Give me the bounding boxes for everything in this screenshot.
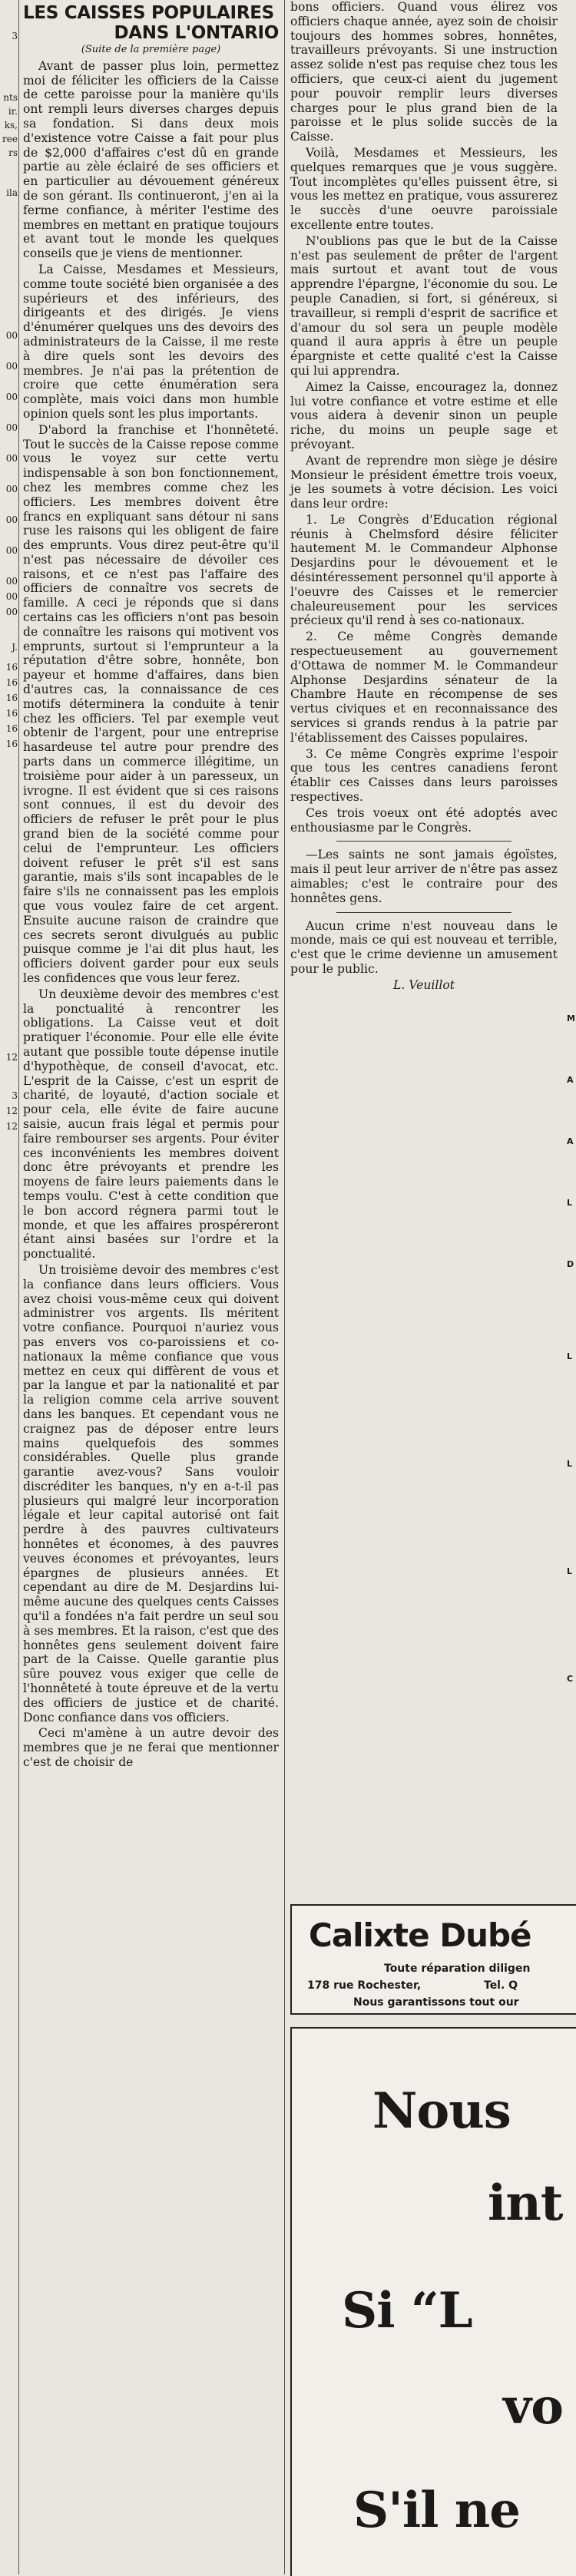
ad-big-line: vo (503, 2378, 563, 2435)
margin-fragment: 00 (5, 392, 18, 402)
margin-fragment: 00 (5, 361, 18, 372)
margin-fragment: 00 (5, 453, 18, 464)
ad-big-line: S'il ne (353, 2482, 520, 2539)
margin-fragment: A (567, 1136, 574, 1146)
ad-big-line: int (488, 2174, 563, 2232)
left-column-fragment (0, 0, 19, 2574)
margin-fragment: 3 (12, 1090, 18, 1101)
paragraph: bons officiers. Quand vous élirez vos officiers chaque année, ayez soin de choisir toujours des hommes sobres, honnêtes, travailleurs prévoyants. Si une instruction assez solide n'est pas requise chez tous les officiers, que ceux-ci aient du jugement pour pouvoir remplir leurs diverses charges pour le plus grand bien de la paroisse et le plus solide succès de la Caisse. (290, 0, 558, 144)
margin-fragment: D (567, 1259, 574, 1269)
article-column-2 (290, 0, 558, 993)
margin-fragment: ks, (4, 120, 18, 131)
column-rule (284, 0, 285, 2574)
paragraph: 3. Ce même Congrès exprime l'espoir que tous les centres canadiens feront établir ces Caisses dans leurs paroisses respectives. (290, 746, 558, 805)
quote: Aucun crime n'est nouveau dans le monde, mais ce qui est nouveau et terrible, c'est que le crime devienne un amusement pour le public. (290, 918, 558, 976)
ad-line: Tel. Q (484, 1979, 518, 1992)
paragraph: Un troisième devoir des membres c'est la confiance dans leurs officiers. Vous avez choisi vous-même ceux qui doivent administrer vos argents. Ils méritent votre confiance. Pourquoi n'auriez vous pas envers vos co-paroissiens et co-nationaux la même confiance que vous mettez en ceux qui diffèrent de vous et par la langue et par la nationalité et par la religion comme cela arrive souvent dans les banques. Et cependant vous ne craignez pas de déposer entre leurs mains quelquefois des sommes considérables. Quelle plus grande garantie avez-vous? Sans vouloir discréditer les banques, n'y en a-t-il pas plusieurs qui malgré leur incorporation légale et leur capital autorisé ont fait perdre à des pauvres cultivateurs honnêtes et économes, à des pauvres veuves économes et prévoyantes, leurs épargnes de plusieurs années. Et cependant au dire de M. Desjardins lui-même aucune des quelques cents Caisses qu'il a fondées n'a fait perdre un seul sou à ses membres. Et la raison, c'est que des honnêtes gens seulement doivent faire part de la Caisse. Quelle garantie plus sûre pouvez vous exiger que celle de l'honnêteté à toute épreuve et de la vertu des officiers de justice et de charité. Donc confiance dans vos officiers. (23, 1262, 279, 1724)
margin-fragment: 00 (5, 514, 18, 525)
separator (336, 912, 511, 913)
margin-fragment: 00 (5, 576, 18, 587)
margin-fragment: 00 (5, 422, 18, 433)
paragraph: 1. Le Congrès d'Education régional réunis à Chelmsford désire féliciter hautement M. le Commandeur Alphonse Desjardins pour le dévouement et le désintéressement personnel qu'il apporte à l'oeuvre des Caisses et le remercier chaleureusement pour les services précieux qu'il rend à ses co-nationaux. (290, 512, 558, 628)
paragraph: Ces trois voeux ont été adoptés avec enthousiasme par le Congrès. (290, 805, 558, 835)
margin-fragment: M (567, 1014, 575, 1023)
right-column-fragment (567, 0, 576, 2574)
paragraph: La Caisse, Mesdames et Messieurs, comme toute société bien organisée a des supérieurs et des inférieurs, des dirigeants et des dirigés. Je viens d'énumérer quelques uns des devoirs des administrateurs de la Caisse, il me reste à dire quels sont les devoirs des membres. Je n'ai pas la prétention de croire que cette énumération sera complète, mais voici dans mon humble opinion quels sont les plus importants. (23, 262, 279, 421)
margin-fragment: 3 (12, 31, 18, 41)
margin-fragment: A (567, 1075, 574, 1085)
margin-fragment: 16 (5, 693, 18, 703)
advertisement-calixte-dube (290, 1904, 576, 2015)
article-column-1 (23, 0, 279, 1770)
margin-fragment: 00 (5, 545, 18, 556)
ad-line: Nous garantissons tout our (353, 1996, 519, 2009)
headline-line-1: LES CAISSES POPULAIRES (23, 3, 274, 23)
margin-fragment: 00 (5, 607, 18, 617)
margin-fragment: 16 (5, 708, 18, 719)
paragraph: Avant de passer plus loin, permettez moi de féliciter les officiers de la Caisse de cette paroisse pour la manière qu'ils ont rempli leurs diverses charges depuis sa fondation. Si dans deux mois d'existence votre Caisse a fait pour plus de $2,000 d'affaires c'est dû en grande partie au zèle éclairé de ses officiers et en particulier au dévouement généreux de son gérant. Ils continueront, j'en ai la ferme confiance, à mériter l'estime des membres en mettant en pratique toujours et avant tout le monde les quelques conseils que je viens de mentionner. (23, 58, 279, 261)
margin-fragment: 12 (5, 1106, 18, 1116)
paragraph: 2. Ce même Congrès demande respectueusement au gouvernement d'Ottawa de nommer M. le Commandeur Alphonse Desjardins sénateur de la Chambre Haute en récompense de ses vertus civiques et en reconnaissance des services si grands rendus à la patrie par l'établissement des Caisses populaires. (290, 630, 558, 745)
margin-fragment: ir. (8, 106, 18, 117)
quote: —Les saints ne sont jamais égoïstes, mais il peut leur arriver de n'être pas assez aimables; c'est le contraire pour des honnêtes gens. (290, 848, 558, 905)
ad-big-line: Nous (372, 2082, 511, 2140)
margin-fragment: 12 (5, 1121, 18, 1132)
margin-fragment: 16 (5, 739, 18, 749)
margin-fragment: L (567, 1566, 573, 1576)
margin-fragment: L (567, 1351, 573, 1361)
margin-fragment: 16 (5, 662, 18, 673)
margin-fragment: J. (12, 642, 18, 653)
ad-line: Toute réparation diligen (384, 1963, 531, 1975)
margin-fragment: ila (6, 187, 18, 198)
paragraph: Voilà, Mesdames et Messieurs, les quelques remarques que je vous suggère. Tout incomplètes qu'elles puissent être, si vous les mettez en pratique, vous assurerez le succès d'une oeuvre paroissiale excellente entre toutes. (290, 145, 558, 232)
headline-line-2: DANS L'ONTARIO (114, 23, 279, 43)
margin-fragment: L (567, 1198, 573, 1208)
margin-fragment: nts (3, 92, 18, 103)
ad-big-line: Si “L (342, 2282, 472, 2340)
continuation-note: (Suite de la première page) (81, 44, 221, 55)
ad-line: 178 rue Rochester, (307, 1979, 422, 1992)
separator (336, 841, 511, 842)
margin-fragment: 00 (5, 591, 18, 602)
margin-fragment: 12 (5, 1052, 18, 1063)
margin-fragment: L (567, 1459, 573, 1469)
paragraph: Ceci m'amène à un autre devoir des membres que je ne ferai que mentionner c'est de choisir de (23, 1726, 279, 1770)
advertisement-large (290, 2027, 576, 2576)
margin-fragment: C (567, 1674, 574, 1684)
paragraph: Aimez la Caisse, encouragez la, donnez lui votre confiance et votre estime et elle vous aidera à devenir sinon un peuple riche, du moins un peuple sage et prévoyant. (290, 379, 558, 451)
margin-fragment: rs (8, 147, 18, 158)
paragraph: Un deuxième devoir des membres c'est la ponctualité à rencontrer les obligations. La Caisse veut et doit pratiquer l'économie. Pour elle elle évite autant que possible toute dépense inutile d'hypothèque, de conseil d'avocat, etc. L'esprit de la Caisse, c'est un esprit de charité, de loyauté, d'action sociale et pour cela, elle évite de faire aucune saisie, aucun frais légal et permis pour faire rembourser ses argents. Pour éviter ces inconvénients les membres doivent donc être prévoyants et prendre les moyens de faire leurs paiements dans le temps voulu. C'est à cette condition que le bon accord régnera parmi tout le monde, et que les affaires prospéreront étant ainsi basées sur l'ordre et la ponctualité. (23, 987, 279, 1262)
paragraph: N'oublions pas que le but de la Caisse n'est pas seulement de prêter de l'argent mais surtout et avant tout de vous apprendre l'épargne, l'économie du sou. Le peuple Canadien, si fort, si généreux, si travailleur, si rempli d'esprit de sacrifice et d'amour du sol sera un peuple modèle quand il aura appris à être un peuple épargniste et cette qualité c'est la Caisse qui lui apprendra. (290, 233, 558, 378)
paragraph: Avant de reprendre mon siège je désire Monsieur le président émettre trois voeux, je les soumets à votre décision. Les voici dans leur ordre: (290, 453, 558, 511)
paragraph: D'abord la franchise et l'honnêteté. Tout le succès de la Caisse repose comme vous le voyez sur cette vertu indispensable à son bon fonctionnement, chez les membres comme chez les officiers. Les membres doivent être francs en expliquant sans détour ni sans ruse les raisons qui les obligent de faire des emprunts. Vous direz peut-être qu'il n'est pas nécessaire de dévoiler ces raisons, et ce n'est pas l'affaire des officiers de connaître vos secrets de famille. A ceci je réponds que si dans certains cas les officiers n'ont pas besoin de connaître les raisons qui motivent vos emprunts, surtout si l'emprunteur a la réputation d'être sobre, honnête, bon payeur et homme d'affaires, dans bien d'autres cas, la connaissance de ces motifs déterminera la conduite à tenir chez les officiers. Tel par exemple veut obtenir de l'argent, pour une entreprise hasardeuse tel autre pour prendre des parts dans un commerce illégitime, un troisième pour aider à un paresseux, un ivrogne. Il est évident que si ces raisons sont connues, il est du devoir des officiers de refuser le prêt pour le plus grand bien de la société comme pour celui de l'emprunteur. Les officiers doivent refuser le prêt s'il est sans garantie, mais s'ils sont incapables de le faire s'ils ne connaissent pas les emplois que vous voulez faire de cet argent. Ensuite aucune raison de craindre que ces secrets seront divulgués au public puisque comme je l'ai dit plus haut, les officiers doivent garder pour eux seuls les confidences que vous leur ferez. (23, 422, 279, 985)
ad-name: Calixte Dubé (309, 1916, 531, 1954)
margin-fragment: 16 (5, 677, 18, 688)
margin-fragment: 00 (5, 484, 18, 494)
margin-fragment: 16 (5, 723, 18, 734)
margin-fragment: 00 (5, 330, 18, 341)
article-headline (23, 3, 279, 43)
margin-fragment: ree (2, 134, 18, 144)
quote-author: L. Veuillot (393, 977, 455, 992)
